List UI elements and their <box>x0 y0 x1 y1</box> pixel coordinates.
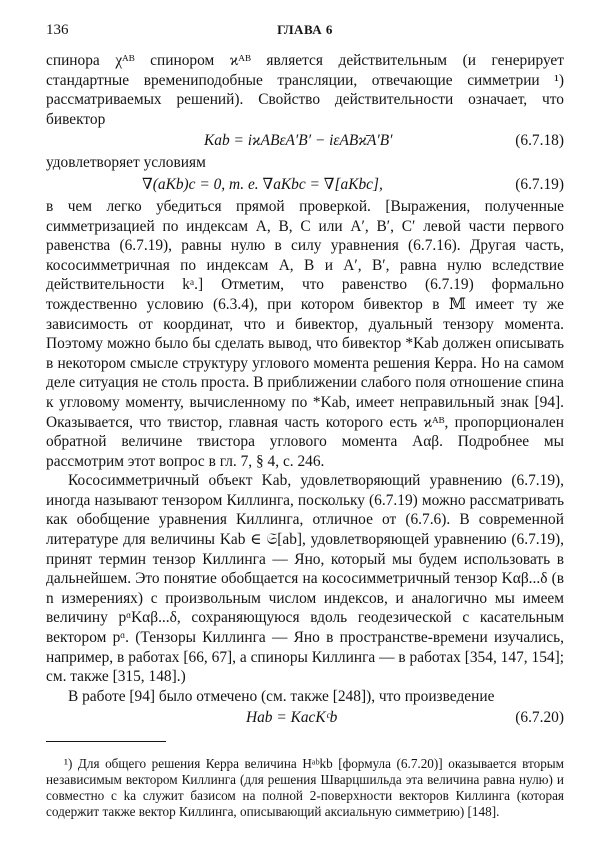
equation-6-7-19 <box>46 173 564 197</box>
equation-formula: ∇(aKb)c = 0, т. е. ∇aKbc = ∇[aKbc], <box>142 175 383 193</box>
page-number: 136 <box>46 22 69 38</box>
equation-formula: Kab = iϰABεA′B′ − iεABϰ̄A′B′ <box>204 132 393 150</box>
paragraph-5: В работе [94] было отмечено (см. также [248]), что произведение <box>68 687 495 705</box>
equation-6-7-20 <box>46 706 564 730</box>
page-header <box>46 22 564 42</box>
equation-6-7-18 <box>46 129 564 153</box>
paragraph-1: спинора χᴬᴮ спинором ϰᴬᴮ является действительным (и генерирует стандартные времениподобные трансляции, отвечающие симметрии ¹) рассматриваемых решений). Свойство действительности означает, что бивектор <box>46 52 564 128</box>
paragraph-4: Кососимметричный объект Kab, удовлетворяющий уравнению (6.7.19), иногда называют тензором Киллинга, поскольку (6.7.19) можно рассматривать как обобщение уравнения Киллинга, отличное от (6.7.6). В современной литературе для величины Kab ∈ 𝔖[ab], удовлетворяющей уравнению (6.7.19), принят термин тензор Киллинга — Яно, который мы будем использовать в дальнейшем. Это понятие обобщается на кососимметричный тензор Kαβ...δ (в n измерениях) с произвольным числом индексов, и аналогично мы имеем величину pᵅKαβ...δ, сохраняющуюся вдоль геодезической с касательным вектором pᵅ. (Тензоры Киллинга — Яно в пространстве-времени изучались, например, в работах [66, 67], а спиноры Киллинга — в работах [354, 147, 154]; см. также [315, 148].) <box>46 472 564 686</box>
book-page <box>46 22 564 834</box>
equation-number: (6.7.20) <box>515 709 564 727</box>
chapter-title: ГЛАВА 6 <box>277 22 333 37</box>
equation-formula: Hab = KacKᶜb <box>246 709 338 727</box>
page-body <box>46 51 564 820</box>
paragraph-2: удовлетворяет условиям <box>46 154 206 172</box>
footnote-divider <box>46 741 166 742</box>
footnote: ¹) Для общего решения Керра величина Hᵃᵇkb [формула (6.7.20)] оказывается вторым независимым вектором Киллинга (для решения Шварцшильда эта величина равна нулю) и совместно с ka служит базисом на полной 2-поверхности векторов Киллинга (которая содержит также вектор Киллинга, описывающий аксиальную симметрию) [148]. <box>46 755 564 820</box>
equation-number: (6.7.19) <box>515 175 564 193</box>
paragraph-3: в чем легко убедиться прямой проверкой. [Выражения, полученные симметризацией по индексам A, B, C или A′, B′, C′ левой части первого равенства (6.7.19), равны нулю в силу уравнения (6.7.16). Другая часть, кососимметричная по индексам A, B и A′, B′, равна нулю вследствие действительности kᵃ.] Отметим, что равенство (6.7.19) формально тождественно условию (6.3.4), при котором бивектор в 𝕄 имеет ту же зависимость от координат, что и бивектор, дуальный тензору момента. Поэтому можно было бы сделать вывод, что бивектор *Kab должен описывать в некотором смысле структуру углового момента решения Керра. Но на самом деле ситуация не столь проста. В приближении слабого поля отношение спина к угловому моменту, вычисленному по *Kab, имеет неправильный знак [94]. Оказывается, что твистор, главная часть которого есть ϰᴬᴮ, пропорционален обратной величине твистора углового момента Aαβ. Подробнее мы рассмотрим этот вопрос в гл. 7, § 4, с. 246. <box>46 197 564 470</box>
equation-number: (6.7.18) <box>515 132 564 150</box>
